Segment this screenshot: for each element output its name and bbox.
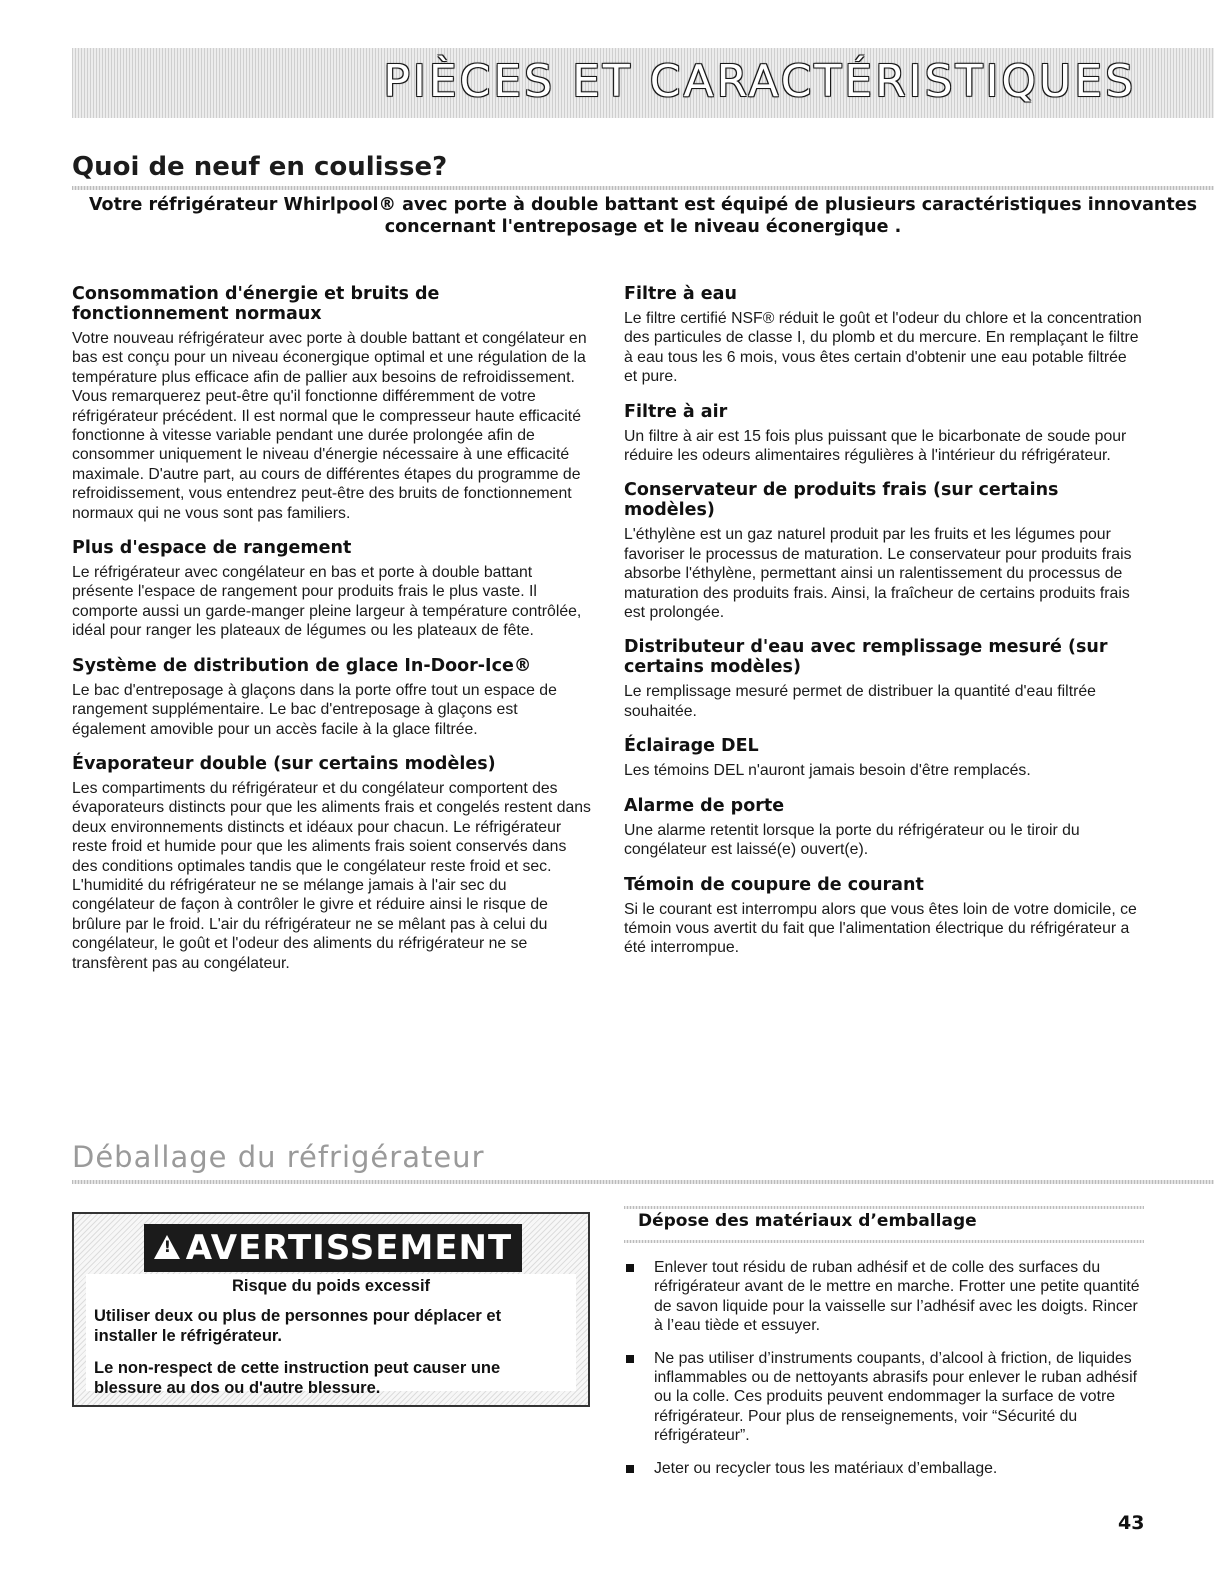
square-bullet-icon xyxy=(626,1465,634,1473)
square-bullet-icon xyxy=(626,1355,634,1363)
warning-instruction: Utiliser deux ou plus de personnes pour déplacer et installer le réfrigérateur. xyxy=(94,1307,502,1345)
feature-title: Filtre à eau xyxy=(624,284,737,304)
unpacking-top-rule xyxy=(624,1206,1144,1209)
list-item xyxy=(624,1349,1144,1446)
feature-text: Si le courant est interrompu alors que vous êtes loin de votre domicile, ce témoin vous avertit du fait que l'alimentation électrique du réfrigérateur a été interrompue. xyxy=(624,900,1137,957)
page-number: 43 xyxy=(1118,1512,1145,1534)
feature-text: Les témoins DEL n'auront jamais besoin d'être remplacés. xyxy=(624,762,1031,780)
warning-risk: Risque du poids excessif xyxy=(231,1277,431,1295)
list-item-text: Ne pas utiliser d’instruments coupants, d’alcool à friction, de liquides inflammables ou de nettoyants abrasifs pour enlever le ruban adhésif ou la colle. Ces produits peuvent endommager la surface de votre réfrigérateur. Pour plus de renseignements, voir “Sécurité du réfrigérateur”. xyxy=(654,1349,1137,1445)
intro-line-1: Votre réfrigérateur Whirlpool® avec porte à double battant est équipé de plusieurs caractéristiques innovantes xyxy=(88,195,1198,215)
unpacking-list xyxy=(624,1258,1144,1491)
feature-text: Le remplissage mesuré permet de distribuer la quantité d'eau filtrée souhaitée. xyxy=(624,683,1096,720)
warning-consequence: Le non-respect de cette instruction peut causer une blessure au dos ou d'autre blessure. xyxy=(94,1359,501,1397)
warning-body xyxy=(86,1274,576,1397)
feature-title: Système de distribution de glace In-Door-Ice® xyxy=(72,655,532,676)
feature-title: Consommation d'énergie et bruits de fonctionnement normaux xyxy=(72,284,440,324)
intro-line-2: concernant l'entreposage et le niveau éconergique . xyxy=(384,217,902,237)
feature-ice xyxy=(72,656,592,739)
feature-door-alarm xyxy=(624,796,1144,860)
feature-measured-fill xyxy=(624,637,1144,721)
feature-text: Le réfrigérateur avec congélateur en bas et porte à double battant présente l'espace de rangement pour produits frais le plus vaste. Il comporte aussi un garde-manger pleine largeur à température contrôlée, idéal pour ranger les plateaux de légumes ou les plateaux de fête. xyxy=(72,564,582,640)
feature-title: Éclairage DEL xyxy=(624,736,759,757)
feature-title: Témoin de coupure de courant xyxy=(624,874,924,895)
intro-text xyxy=(72,194,1214,238)
section-divider xyxy=(72,186,1214,190)
section-title-whats-new: Quoi de neuf en coulisse? xyxy=(72,152,448,182)
feature-energy xyxy=(72,284,592,523)
feature-title: Conservateur de produits frais (sur certains modèles) xyxy=(624,480,1059,521)
feature-text: Une alarme retentit lorsque la porte du réfrigérateur ou le tiroir du congélateur est laissé(e) ouvert(e). xyxy=(624,821,1080,859)
features-left-column xyxy=(72,284,592,988)
unpacking-title: Dépose des matériaux d’emballage xyxy=(638,1211,977,1231)
feature-title: Filtre à air xyxy=(624,401,728,422)
warning-banner-label: AVERTISSEMENT xyxy=(185,1228,513,1268)
feature-title: Alarme de porte xyxy=(624,795,785,816)
feature-text: Le filtre certifié NSF® réduit le goût et l'odeur du chlore et la concentration des particules de classe I, du plomb et du mercure. En remplaçant le filtre à eau tous les 6 mois, vous êtes certain d'obtenir une eau potable filtrée et pure. xyxy=(624,310,1142,386)
feature-text: Les compartiments du réfrigérateur et du congélateur comportent des évaporateurs distincts pour que les aliments frais et congelés restent dans deux environnements distincts et idéaux pour chacun. Le réfrigérateur reste froid et humide pour que les aliments frais soient conservés dans des conditions optimales tandis que le congélateur reste froid et sec. L'humidité du réfrigérateur ne se mélange jamais à l'air sec du congélateur de façon à contrôler le givre et réduire ainsi le risque de brûlure par le froid. L'air du réfrigérateur ne se mêlant pas à celui du congélateur, le goût et l'odeur des aliments du réfrigérateur ne se transfèrent pas au congélateur. xyxy=(72,779,591,972)
header-banner xyxy=(72,48,1214,118)
feature-text: L'éthylène est un gaz naturel produit par les fruits et les légumes pour favoriser le processus de maturation. Le conservateur pour produits frais absorbe l'éthylène, permettant ainsi un ralentissement du processus de maturation des produits frais. Ainsi, la fraîcheur de certains produits frais est prolongée. xyxy=(624,526,1132,622)
feature-text: Un filtre à air est 15 fois plus puissant que le bicarbonate de soude pour réduire les odeurs alimentaires régulières à l'intérieur du réfrigérateur. xyxy=(624,427,1127,465)
section-divider xyxy=(72,1180,1214,1184)
feature-text: Votre nouveau réfrigérateur avec porte à double battant et congélateur en bas est conçu pour un niveau éconergique optimal et une régulation de la température plus efficace afin de pallier aux besoins de refroidissement. Vous remarquerez peut-être qu'il fonctionne différemment de votre réfrigérateur précédent. Il est normal que le compresseur haute efficacité fonctionne à vitesse variable pendant une durée prolongée afin de consommer uniquement le niveau d'énergie nécessaire à une efficacité maximale. D'autre part, au cours de différentes étapes du programme de refroidissement, vous entendrez peut-être des bruits de fonctionnement normaux qui ne vous sont pas familiers. xyxy=(72,330,587,522)
feature-storage xyxy=(72,538,592,641)
feature-text: Le bac d'entreposage à glaçons dans la porte offre tout un espace de rangement supplémentaire. Le bac d'entreposage à glaçons est également amovible pour un accès facile à la glace filtrée. xyxy=(72,681,557,738)
list-item xyxy=(624,1459,1144,1478)
section-title-unpacking: Déballage du réfrigérateur xyxy=(72,1140,485,1174)
warning-box xyxy=(72,1212,590,1407)
feature-title: Plus d'espace de rangement xyxy=(72,538,352,559)
banner-title: PIÈCES ET CARACTÉRISTIQUES xyxy=(383,56,1136,107)
feature-produce-preserver xyxy=(624,480,1144,622)
list-item-text: Jeter ou recycler tous les matériaux d’emballage. xyxy=(654,1459,998,1477)
feature-title: Distributeur d'eau avec remplissage mesuré (sur certains modèles) xyxy=(624,637,1108,678)
unpacking-bottom-rule xyxy=(624,1240,1144,1243)
list-item xyxy=(624,1258,1144,1336)
warning-triangle-icon: ! xyxy=(154,1235,180,1259)
feature-evaporator xyxy=(72,754,592,973)
features-right-column xyxy=(624,284,1144,973)
feature-power-outage xyxy=(624,875,1144,958)
square-bullet-icon xyxy=(626,1264,634,1272)
list-item-text: Enlever tout résidu de ruban adhésif et de colle des surfaces du réfrigérateur avant de le mettre en marche. Frotter une petite quantité de savon liquide pour la vaisselle sur l’adhésif avec les doigts. Rincer à l’eau tiède et essuyer. xyxy=(654,1259,1140,1335)
feature-led-lighting xyxy=(624,736,1144,780)
warning-banner xyxy=(144,1224,522,1272)
feature-air-filter xyxy=(624,402,1144,466)
feature-title: Évaporateur double (sur certains modèles) xyxy=(72,753,496,774)
feature-water-filter xyxy=(624,284,1144,387)
